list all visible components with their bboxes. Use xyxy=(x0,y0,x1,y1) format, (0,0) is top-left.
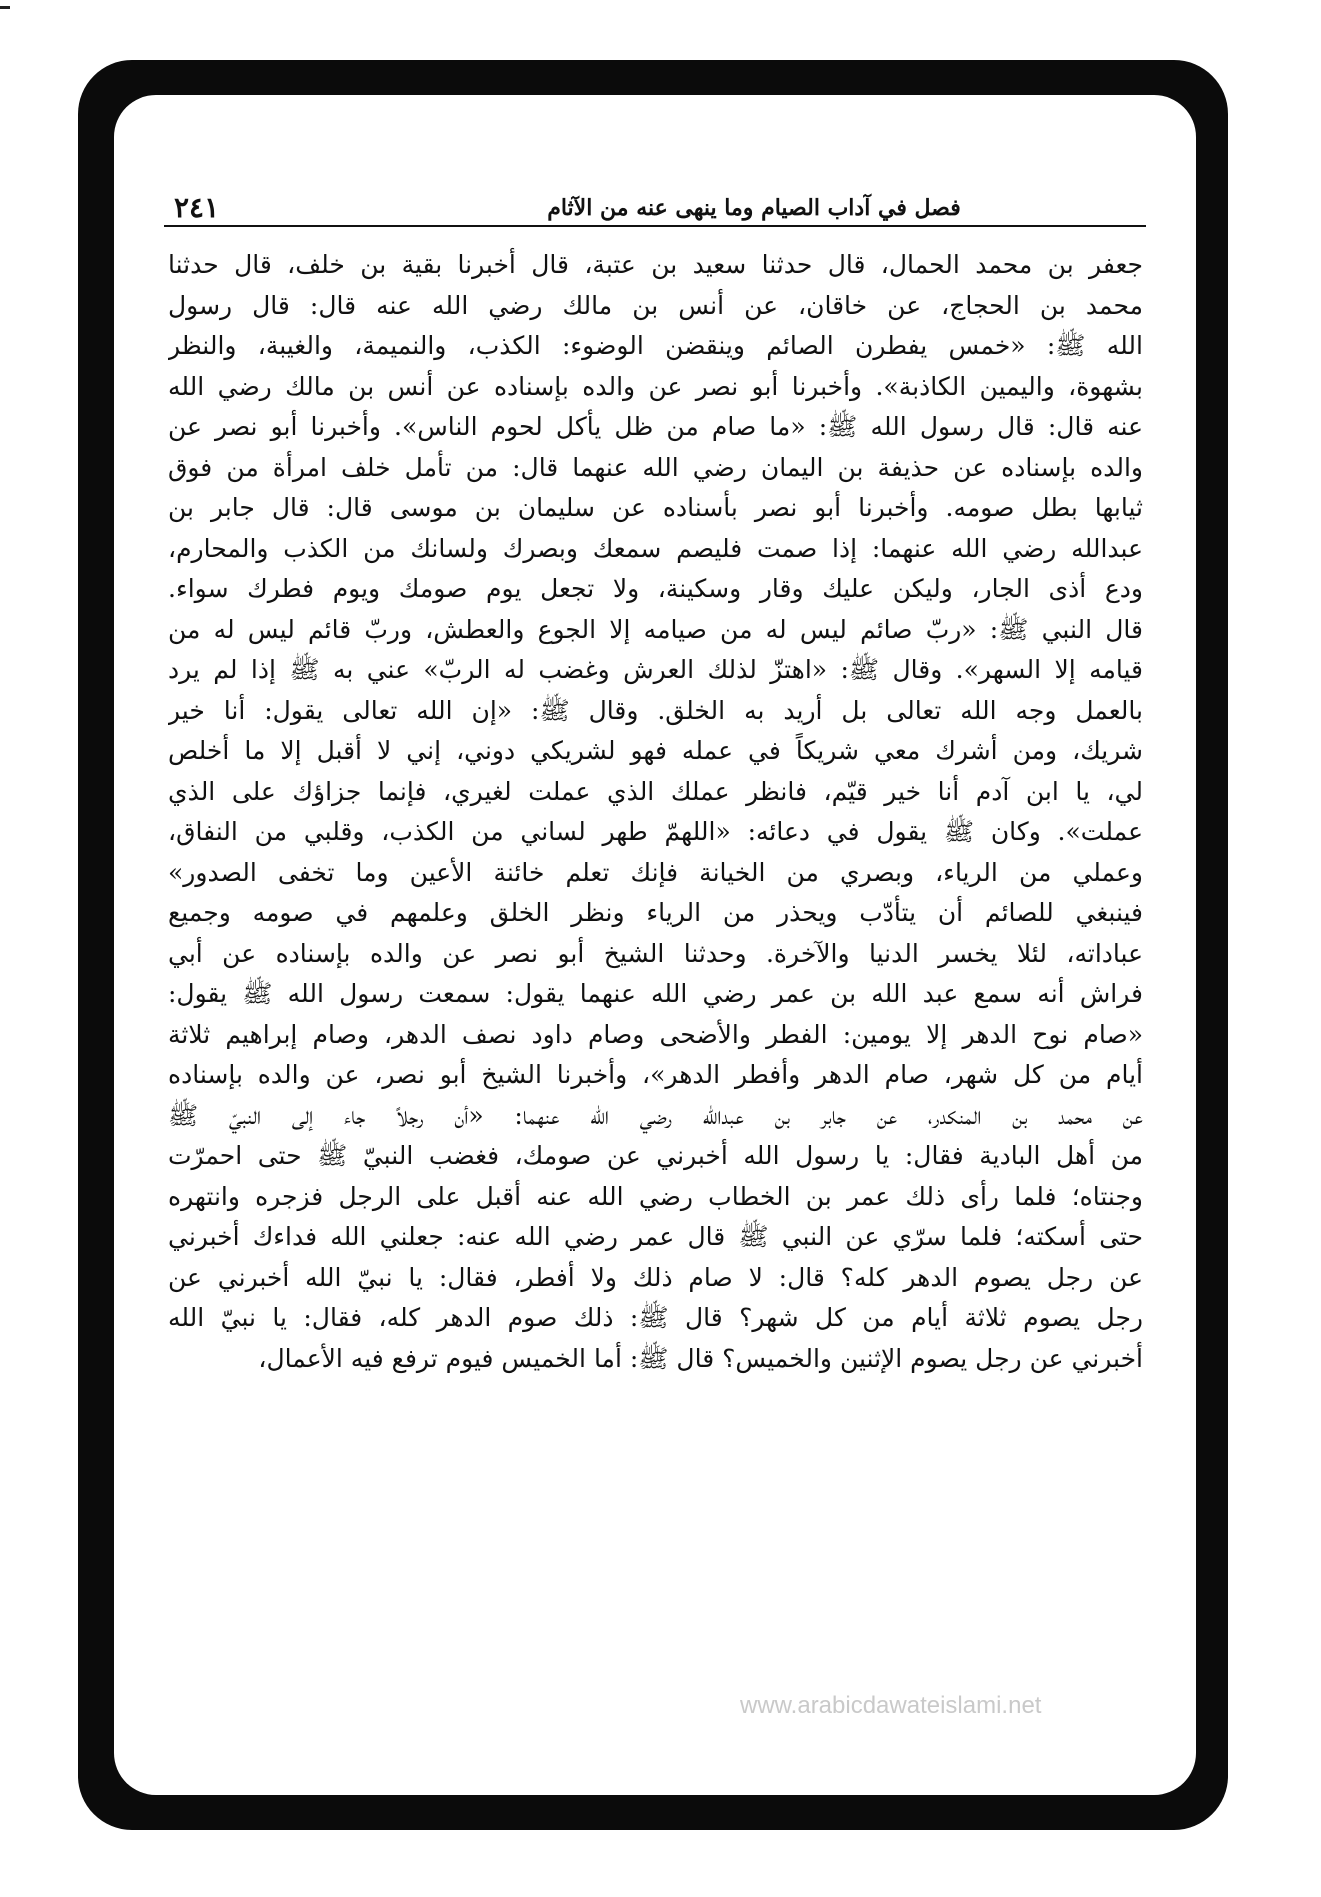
text-line: عن محمد بن المنكدر، عن جابر بن عبدالله رضي الله عنهما: «أن رجلاً جاء إلى النبيّ ﷺ xyxy=(168,1100,1143,1130)
text-line: أخبرني عن رجل يصوم الإثنين والخميس؟ قال ﷺ: أما الخميس فيوم ترفع فيه الأعمال، xyxy=(258,1343,1143,1373)
book-page xyxy=(114,95,1196,1795)
text-line: عنه قال: قال رسول الله ﷺ: «ما صام من ظل يأكل لحوم الناس». وأخبرنا أبو نصر عن xyxy=(168,412,1143,441)
watermark: www.arabicdawateislami.net xyxy=(740,1692,1042,1719)
text-line: «صام نوح الدهر إلا يومين: الفطر والأضحى وصام داود نصف الدهر، وصام إبراهيم ثلاثة xyxy=(168,1019,1143,1049)
text-line: وجنتاه؛ فلما رأى ذلك عمر بن الخطاب رضي الله عنه أقبل على الرجل فزجره وانتهره xyxy=(168,1181,1143,1211)
page-number: ٢٤١ xyxy=(174,191,220,224)
running-header-title: فصل في آداب الصيام وما ينهى عنه من الآثام xyxy=(547,195,961,221)
text-line: محمد بن الحجاج، عن خاقان، عن أنس بن مالك رضي الله عنه قال: قال رسول xyxy=(168,290,1143,320)
scan-corner-mark xyxy=(0,6,10,9)
header-divider xyxy=(164,225,1146,227)
text-line: حتى أسكته؛ فلما سرّي عن النبي ﷺ قال عمر رضي الله عنه: جعلني الله فداءك أخبرني xyxy=(168,1222,1143,1251)
text-line: والده بإسناده عن حذيفة بن اليمان رضي الله عنهما قال: من تأمل خلف امرأة من فوق xyxy=(168,452,1143,482)
text-line: ودع أذى الجار، وليكن عليك وقار وسكينة، ولا تجعل يوم صومك ويوم فطرك سواء. xyxy=(168,574,1143,603)
text-line: وعملي من الرياء، وبصري من الخيانة فإنك تعلم خائنة الأعين وما تخفى الصدور» xyxy=(168,857,1143,887)
text-line: فراش أنه سمع عبد الله بن عمر رضي الله عنهما يقول: سمعت رسول الله ﷺ يقول: xyxy=(168,979,1143,1008)
text-line: أيام من كل شهر، صام الدهر وأفطر الدهر»، وأخبرنا الشيخ أبو نصر، عن والده بإسناده xyxy=(168,1060,1143,1089)
text-line: بشهوة، واليمين الكاذبة». وأخبرنا أبو نصر عن والده بإسناده عن أنس بن مالك رضي الله xyxy=(168,371,1143,401)
text-line: شريك، ومن أشرك معي شريكاً في عمله فهو لشريكي دوني، إني لا أقبل إلا ما أخلص xyxy=(168,736,1143,765)
text-line: عملت». وكان ﷺ يقول في دعائه: «اللهمّ طهر لساني من الكذب، وقلبي من النفاق، xyxy=(168,817,1143,846)
body-text xyxy=(168,245,1143,1765)
text-line: قال النبي ﷺ: «ربّ صائم ليس له من صيامه إلا الجوع والعطش، وربّ قائم ليس له من xyxy=(168,614,1143,644)
text-line: ثيابها بطل صومه. وأخبرنا أبو نصر بأسناده عن سليمان بن موسى قال: قال جابر بن xyxy=(168,493,1143,522)
text-line: الله ﷺ: «خمس يفطرن الصائم وينقضن الوضوء: الكذب، والنميمة، والغيبة، والنظر xyxy=(168,331,1143,360)
text-line: عباداته، لئلا يخسر الدنيا والآخرة. وحدثنا الشيخ أبو نصر عن والده بإسناده عن أبي xyxy=(168,938,1143,968)
text-line: جعفر بن محمد الحمال، قال حدثنا سعيد بن عتبة، قال أخبرنا بقية بن خلف، قال حدثنا xyxy=(168,250,1143,279)
text-line: قيامه إلا السهر». وقال ﷺ: «اهتزّ لذلك العرش وغضب له الربّ» عني به ﷺ إذا لم يرد xyxy=(168,655,1143,684)
text-line: من أهل البادية فقال: يا رسول الله أخبرني عن صومك، فغضب النبيّ ﷺ حتى احمرّت xyxy=(168,1141,1143,1170)
text-line: بالعمل وجه الله تعالى بل أريد به الخلق. وقال ﷺ: «إن الله تعالى يقول: أنا خير xyxy=(168,695,1143,725)
text-line: فينبغي للصائم أن يتأدّب ويحذر من الرياء ونظر الخلق وعلمهم في صومه وجميع xyxy=(168,898,1143,927)
text-line: عبدالله رضي الله عنهما: إذا صمت فليصم سمعك وبصرك ولسانك من الكذب والمحارم، xyxy=(168,533,1143,563)
text-line: لي، يا ابن آدم أنا خير قيّم، فانظر عملك الذي عملت لغيري، فإنما جزاؤك على الذي xyxy=(168,776,1143,806)
text-line: عن رجل يصوم الدهر كله؟ قال: لا صام ذلك ولا أفطر، فقال: يا نبيّ الله أخبرني عن xyxy=(168,1262,1143,1292)
text-line: رجل يصوم ثلاثة أيام من كل شهر؟ قال ﷺ: ذلك صوم الدهر كله، فقال: يا نبيّ الله xyxy=(168,1303,1143,1332)
